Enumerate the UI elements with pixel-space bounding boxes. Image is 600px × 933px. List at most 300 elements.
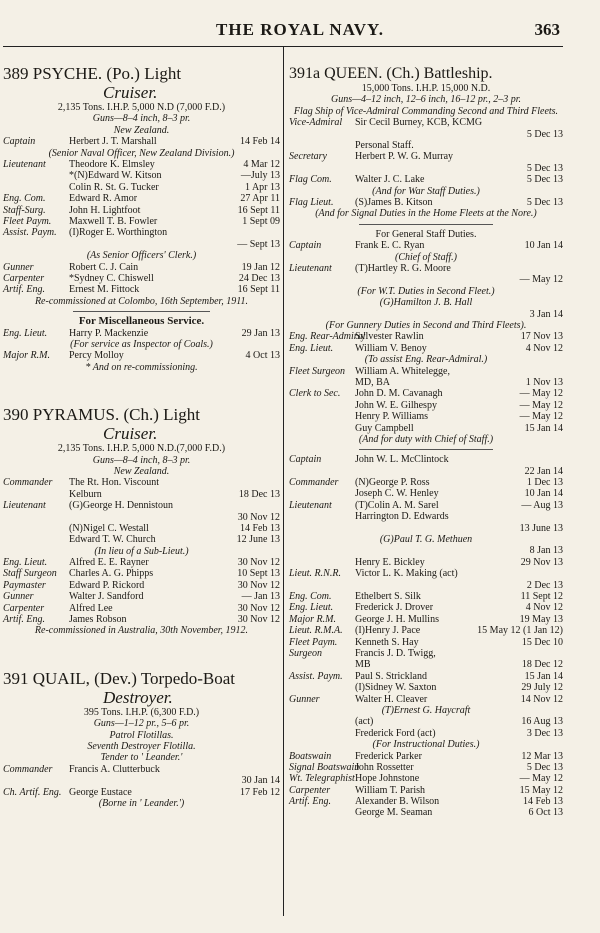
officer-date: — May 12 (519, 388, 563, 400)
officer-date: 13 June 13 (519, 522, 563, 534)
officer-row (289, 297, 563, 308)
officer-row (3, 193, 280, 204)
officer-date: 2 Dec 13 (526, 579, 563, 591)
crew-list-queen (289, 454, 563, 819)
officer-date: 18 Dec 13 (238, 488, 280, 500)
officer-date: 22 Jan 14 (524, 465, 563, 477)
officer-date: 29 Nov 13 (520, 556, 563, 568)
officer-name: Sylvester Rawlin (355, 331, 424, 343)
ship-class-psyche: Cruiser. (103, 83, 158, 102)
officer-date: 17 Nov 13 (520, 331, 563, 343)
officer-name: Henry E. Bickley (355, 556, 425, 568)
officer-rank: Lieut. R.N.R. (289, 568, 341, 580)
officer-row (289, 534, 563, 545)
officer-note: (G)Hamilton J. B. Hall (379, 297, 473, 309)
officer-row (289, 377, 563, 388)
officer-row (3, 798, 280, 809)
officer-row (289, 240, 563, 251)
officer-date: 4 Nov 12 (525, 342, 563, 354)
officer-row (289, 343, 563, 354)
officer-name: Kelburn (69, 488, 102, 500)
officer-date: 29 Jan 13 (241, 327, 280, 339)
officer-note: (For service as Inspector of Coals.) (70, 338, 213, 350)
officer-name: Herbert P. W. G. Murray (355, 151, 454, 163)
officer-note: (As Senior Officers' Clerk.) (86, 250, 197, 262)
officer-name: Percy Molloy (69, 350, 124, 362)
ship-tender-quail: Tender to ' Leander.' (100, 752, 183, 764)
officer-name: Personal Staff. (355, 140, 414, 151)
officer-name: George M. Seaman (355, 807, 433, 819)
officer-note: (And for War Staff Duties.) (372, 185, 480, 197)
ship-guns-pyramus: Guns—8–4 inch, 8–3 pr. (92, 454, 191, 466)
officer-name: Ethelbert S. Silk (355, 591, 421, 602)
officer-date: 17 Feb 12 (240, 786, 280, 798)
officer-rank: Commander (3, 763, 53, 775)
officer-name: Edward P. Rickord (69, 579, 145, 591)
officer-date: 14 Feb 14 (240, 136, 280, 148)
officer-rank: Gunner (3, 261, 34, 273)
officer-row (289, 728, 563, 739)
officer-row (3, 477, 280, 488)
officer-row (3, 534, 280, 545)
officer-note: (Chief of Staff.) (395, 251, 457, 263)
recommission-note-pyramus: Re-commissioned in Australia, 30th November, 1912. (34, 625, 249, 637)
officer-row (289, 682, 563, 693)
officer-date: 30 Nov 12 (237, 602, 280, 614)
officer-note: (To assist Eng. Rear-Admiral.) (364, 354, 488, 366)
officer-row (289, 580, 563, 591)
officer-note: (For Gunnery Duties in Second and Third Fleets). (325, 319, 527, 331)
officer-rank: Carpenter (289, 784, 331, 796)
officer-rank: Gunner (289, 693, 320, 705)
officer-row (289, 614, 563, 625)
officer-name: John D. M. Cavanagh (355, 388, 443, 400)
officer-name: Sir Cecil Burney, KCB, KCMG (355, 117, 483, 129)
officer-name: (S)James B. Kitson (355, 196, 433, 208)
officer-note: (And for duty with Chief of Staff.) (358, 433, 494, 445)
officer-date: 14 Feb 13 (523, 796, 563, 808)
officer-row (3, 500, 280, 511)
officer-row (289, 117, 563, 128)
officer-name: (T)Colin A. M. Sarel (355, 499, 439, 511)
officer-row (289, 523, 563, 534)
officer-row (289, 694, 563, 705)
officer-name: Ernest M. Fittock (69, 284, 140, 296)
officer-name: John W. L. McClintock (355, 454, 449, 466)
officer-rank: Eng. Lieut. (289, 602, 334, 614)
officer-list-psyche (3, 136, 280, 296)
officer-name: John Rossetter (355, 761, 414, 773)
column-divider (283, 46, 284, 916)
officer-row (289, 545, 563, 556)
officer-row (289, 197, 563, 208)
officer-date: 18 Dec 12 (521, 659, 563, 671)
officer-date: — Aug 13 (521, 499, 563, 511)
officer-note: (G)Paul T. G. Methuen (379, 534, 473, 546)
officer-row (289, 186, 563, 197)
officer-rank: Assist. Paym. (289, 670, 343, 682)
officer-row (3, 216, 280, 227)
officer-name: (I)Sidney W. Saxton (355, 682, 437, 694)
ship-specs-queen: 15,000 Tons. I.H.P. 15,000 N.D. (361, 83, 491, 94)
officer-date: 27 Apr 11 (240, 193, 280, 205)
page-title: THE ROYAL NAVY. (216, 20, 384, 39)
officer-row (289, 796, 563, 807)
officer-row (289, 500, 563, 511)
officer-row (3, 523, 280, 534)
officer-name: MD, BA (355, 376, 391, 388)
officer-row (289, 511, 563, 522)
officer-row (289, 129, 563, 140)
officer-name: James Robson (69, 614, 127, 626)
officer-date: 1 Nov 13 (525, 376, 563, 388)
officer-rank: Wt. Telegraphist (289, 773, 355, 785)
officer-date: — May 12 (519, 773, 563, 785)
officer-date: 4 Nov 12 (525, 602, 563, 614)
officer-name: Joseph C. W. Henley (355, 488, 439, 500)
officer-rank: Major R.M. (289, 613, 336, 625)
ship-guns-queen: Guns—4–12 inch, 12–6 inch, 16–12 pr., 2–3 pr. (330, 94, 521, 106)
officer-date: 12 Mar 13 (521, 750, 563, 762)
left-column (3, 50, 280, 809)
ship-specs-pyramus: 2,135 Tons. I.H.P. 5,000 N.D.(7,000 F.D.) (57, 443, 226, 455)
officer-date: 10 Sept 13 (237, 568, 280, 580)
officer-rank: Lieutenant (289, 262, 332, 274)
officer-row (289, 557, 563, 568)
officer-name: Theodore K. Elmsley (69, 159, 155, 171)
officer-list-queen (289, 117, 563, 220)
officer-row (289, 625, 563, 636)
separator (359, 224, 493, 225)
running-header (0, 20, 600, 42)
officer-note: (For Instructional Duties.) (372, 739, 480, 751)
officer-row (3, 227, 280, 238)
officer-name: Harry P. Mackenzie (69, 327, 149, 339)
officer-date: 30 Nov 12 (237, 557, 280, 569)
ship-specs-psyche: 2,135 Tons. I.H.P. 5,000 N.D (7,000 F.D.) (57, 102, 226, 113)
officer-rank: Eng. Com. (3, 193, 46, 205)
officer-row (3, 262, 280, 273)
officer-row (289, 354, 563, 365)
officer-date: 5 Dec 13 (526, 128, 563, 140)
officer-date: 16 Sept 11 (237, 284, 280, 296)
officer-row (289, 151, 563, 162)
officer-name: John W. E. Gilhespy (355, 399, 437, 411)
officer-rank: Artif. Eng. (3, 614, 45, 626)
officer-date: 16 Aug 13 (521, 716, 563, 728)
officer-date: 11 Sept 12 (520, 591, 563, 602)
officer-name: Walter J. C. Lake (355, 174, 425, 186)
officer-date: 1 Apr 13 (245, 181, 280, 193)
officer-row (289, 400, 563, 411)
general-staff-list (289, 240, 563, 445)
officer-row (289, 762, 563, 773)
officer-rank: Lieutenant (289, 499, 332, 511)
ship-class-quail: Destroyer. (103, 687, 173, 707)
officer-row (289, 388, 563, 399)
officer-row (289, 423, 563, 434)
officer-row (289, 785, 563, 796)
officer-name: Alfred E. E. Rayner (69, 557, 149, 569)
officer-date: 30 Nov 12 (237, 579, 280, 591)
officer-name: Colin R. St. G. Tucker (69, 181, 159, 193)
officer-row (289, 637, 563, 648)
ship-heading-queen: 391a QUEEN. (Ch.) Battleship. (289, 65, 493, 82)
officer-date: 29 July 12 (521, 682, 563, 694)
separator (73, 311, 210, 312)
officer-name: Robert C. J. Cain (69, 261, 139, 273)
officer-name: (T)Hartley R. G. Moore (355, 262, 451, 274)
officer-date: — Jan 13 (241, 591, 280, 603)
officer-row (289, 140, 563, 151)
officer-list-quail (3, 764, 280, 810)
officer-rank: Carpenter (3, 272, 45, 284)
officer-rank: Staff-Surg. (3, 204, 46, 216)
officer-date: 15 Jan 14 (524, 670, 563, 682)
officer-row (3, 557, 280, 568)
officer-name: Paul S. Strickland (355, 670, 427, 682)
officer-name: Alexander B. Wilson (355, 796, 440, 808)
officer-rank: Carpenter (3, 602, 45, 614)
officer-row (3, 170, 280, 181)
officer-row (3, 775, 280, 786)
officer-date: 14 Nov 12 (520, 693, 563, 705)
officer-row (3, 148, 280, 159)
officer-rank: Vice-Admiral (289, 117, 343, 129)
separator (359, 449, 493, 450)
officer-row (289, 286, 563, 297)
officer-row (3, 182, 280, 193)
officer-date: 1 Dec 13 (526, 477, 563, 489)
officer-name: Hope Johnstone (355, 773, 420, 785)
officer-date: 15 May 12 (1 Jan 12) (477, 625, 563, 637)
ship-station-pyramus: New Zealand. (113, 465, 170, 477)
officer-date: 5 Dec 13 (526, 162, 563, 174)
officer-date: 30 Jan 14 (241, 775, 280, 787)
officer-row (289, 434, 563, 445)
officer-name: William A. Whitelegge, (355, 365, 450, 377)
officer-name: Kenneth S. Hay (355, 636, 419, 648)
officer-name: Charles A. G. Phipps (69, 568, 154, 580)
officer-list-pyramus (3, 477, 280, 625)
officer-row (289, 466, 563, 477)
officer-rank: Eng. Lieut. (289, 342, 334, 354)
officer-rank: Assist. Paym. (3, 227, 57, 239)
officer-name: Francis J. D. Twigg, (355, 647, 436, 659)
officer-date: 3 Dec 13 (526, 727, 563, 739)
ship-station-psyche: New Zealand. (113, 124, 170, 136)
officer-rank: Eng. Rear-Admiral (289, 331, 366, 343)
officer-name: MB (355, 659, 371, 671)
officer-row (289, 602, 563, 613)
officer-row (3, 603, 280, 614)
ship-guns-quail: Guns—1–12 pr., 5–6 pr. (93, 718, 190, 730)
ship-heading-psyche: 389 PSYCHE. (Po.) Light (3, 64, 182, 83)
officer-rank: Boatswain (289, 750, 332, 762)
officer-row (3, 591, 280, 602)
officer-row (289, 739, 563, 750)
officer-rank: Fleet Paym. (289, 636, 338, 648)
officer-rank: Commander (289, 477, 339, 489)
officer-rank: Captain (3, 136, 36, 148)
officer-date: 5 Dec 13 (526, 761, 563, 773)
officer-note: (Borne in ' Leander.') (98, 798, 185, 810)
officer-date: 14 Feb 13 (240, 522, 280, 534)
officer-rank: Lieutenant (3, 159, 46, 171)
officer-rank: Signal Boatswain (289, 761, 360, 773)
officer-name: Henry P. Williams (355, 411, 429, 423)
ship-heading-pyramus: 390 PYRAMUS. (Ch.) Light (3, 405, 200, 425)
officer-name: (I)Roger E. Worthington (69, 227, 168, 239)
officer-row (289, 716, 563, 727)
officer-row (289, 320, 563, 331)
ship-heading-quail: 391 QUAIL, (Dev.) Torpedo-Boat (3, 668, 236, 688)
officer-row (3, 159, 280, 170)
officer-rank: Lieutenant (3, 500, 46, 512)
ship-specs-quail: 395 Tons. I.H.P. (6,300 F.D.) (83, 706, 200, 718)
misc-footnote: * And on re-commissioning. (85, 361, 198, 373)
officer-row (289, 807, 563, 818)
officer-name: Edward R. Amor (69, 193, 138, 205)
officer-name: Frederick J. Drover (355, 602, 434, 614)
officer-name: *Sydney C. Chiswell (69, 272, 154, 284)
officer-date: 15 May 12 (519, 784, 563, 796)
officer-rank: Staff Surgeon (3, 568, 57, 580)
officer-date: 1 Sept 09 (242, 215, 280, 227)
officer-rank: Major R.M. (3, 350, 50, 362)
ship-guns-psyche: Guns—8–4 inch, 8–3 pr. (92, 113, 191, 125)
ship-class-pyramus: Cruiser. (103, 424, 158, 444)
officer-row (3, 328, 280, 339)
officer-rank: Fleet Surgeon (289, 365, 346, 377)
officer-name: (N)George P. Ross (355, 477, 430, 489)
officer-row (289, 488, 563, 499)
officer-rank: Commander (3, 477, 53, 489)
officer-note: (In lieu of a Sub-Lieut.) (94, 545, 189, 557)
officer-row (289, 309, 563, 320)
officer-name: Alfred Lee (69, 602, 113, 614)
officer-row (3, 250, 280, 261)
officer-row (3, 239, 280, 250)
officer-row (3, 273, 280, 284)
officer-rank: Fleet Paym. (3, 215, 52, 227)
officer-row (289, 648, 563, 659)
officer-row (289, 411, 563, 422)
officer-rank: Eng. Lieut. (3, 557, 48, 569)
officer-row (289, 263, 563, 274)
officer-date: 3 Jan 14 (529, 308, 563, 320)
officer-date: — May 12 (519, 274, 563, 286)
officer-date: 4 Mar 12 (243, 159, 280, 171)
officer-row (3, 580, 280, 591)
officer-row (289, 331, 563, 342)
officer-rank: Artif. Eng. (3, 284, 45, 296)
officer-date: 6 Oct 13 (528, 807, 563, 819)
officer-rank: Lieut. R.M.A. (289, 625, 343, 637)
officer-name: William T. Parish (355, 784, 426, 796)
flag-note-queen: Flag Ship of Vice-Admiral Commanding Second and Third Fleets. (293, 105, 559, 117)
officer-note: (T)Ernest G. Haycraft (381, 704, 471, 716)
officer-name: Frank E. C. Ryan (355, 240, 425, 252)
officer-date: 4 Oct 13 (245, 350, 280, 362)
officer-name: (act) (355, 716, 374, 728)
officer-row (3, 205, 280, 216)
officer-row (289, 174, 563, 185)
officer-rank: Clerk to Sec. (289, 388, 341, 400)
officer-row (3, 787, 280, 798)
officer-date: 24 Dec 13 (238, 272, 280, 284)
officer-row (289, 208, 563, 219)
officer-rank: Eng. Lieut. (3, 327, 48, 339)
officer-row (289, 751, 563, 762)
officer-date: — Sept 13 (237, 238, 280, 250)
officer-row (289, 591, 563, 602)
officer-date: 15 Dec 10 (521, 636, 563, 648)
officer-name: Edward T. W. Church (69, 534, 156, 546)
officer-note: (Senior Naval Officer, New Zealand Division.) (48, 147, 235, 159)
officer-name: Walter H. Cleaver (355, 693, 428, 705)
officer-row (289, 568, 563, 579)
officer-date: —July 13 (240, 170, 280, 182)
officer-date: 12 June 13 (236, 534, 280, 546)
officer-name: Maxwell T. B. Fowler (69, 215, 158, 227)
officer-row (3, 339, 280, 350)
officer-rank: Flag Com. (289, 174, 332, 186)
officer-name: Walter J. Sandford (69, 591, 144, 603)
officer-row (289, 773, 563, 784)
officer-row (289, 671, 563, 682)
officer-name: Guy Campbell (355, 422, 414, 434)
officer-row (289, 705, 563, 716)
officer-row (3, 489, 280, 500)
officer-date: 8 Jan 13 (529, 545, 563, 557)
misc-service-list (3, 328, 280, 362)
officer-row (289, 454, 563, 465)
ship-flotilla-quail: Seventh Destroyer Flotilla. (87, 741, 196, 753)
officer-date: — May 12 (519, 399, 563, 411)
officer-row (3, 284, 280, 295)
officer-note: (And for Signal Duties in the Home Fleets at the Nore.) (315, 208, 537, 220)
officer-date: 5 Dec 13 (526, 196, 563, 208)
officer-date: 30 Nov 12 (237, 511, 280, 523)
misc-service-title: For Miscellaneous Service. (78, 315, 205, 328)
officer-name: George J. H. Mullins (355, 613, 439, 625)
officer-rank: Artif. Eng. (289, 796, 331, 808)
officer-rank: Secretary (289, 151, 327, 163)
officer-rank: Surgeon (289, 647, 322, 659)
officer-row (3, 136, 280, 147)
officer-name: (I)Henry J. Pace (355, 625, 421, 637)
page-number: 363 (534, 20, 560, 39)
officer-row (289, 477, 563, 488)
officer-row (289, 659, 563, 670)
officer-row (3, 350, 280, 361)
officer-name: The Rt. Hon. Viscount (69, 477, 160, 489)
officer-date: — May 12 (519, 411, 563, 423)
officer-row (3, 568, 280, 579)
officer-row (289, 366, 563, 377)
officer-row (3, 546, 280, 557)
officer-date: 19 May 13 (519, 613, 563, 625)
officer-name: John H. Lightfoot (69, 204, 141, 216)
recommission-note-psyche: Re-commissioned at Colombo, 16th September, 1911. (34, 295, 249, 307)
officer-date: 19 Jan 12 (241, 261, 280, 273)
officer-rank: Captain (289, 454, 322, 466)
officer-rank: Paymaster (3, 579, 46, 591)
officer-name: Victor L. K. Making (act) (355, 568, 458, 580)
officer-name: Frederick Ford (act) (355, 727, 436, 739)
officer-row (3, 764, 280, 775)
